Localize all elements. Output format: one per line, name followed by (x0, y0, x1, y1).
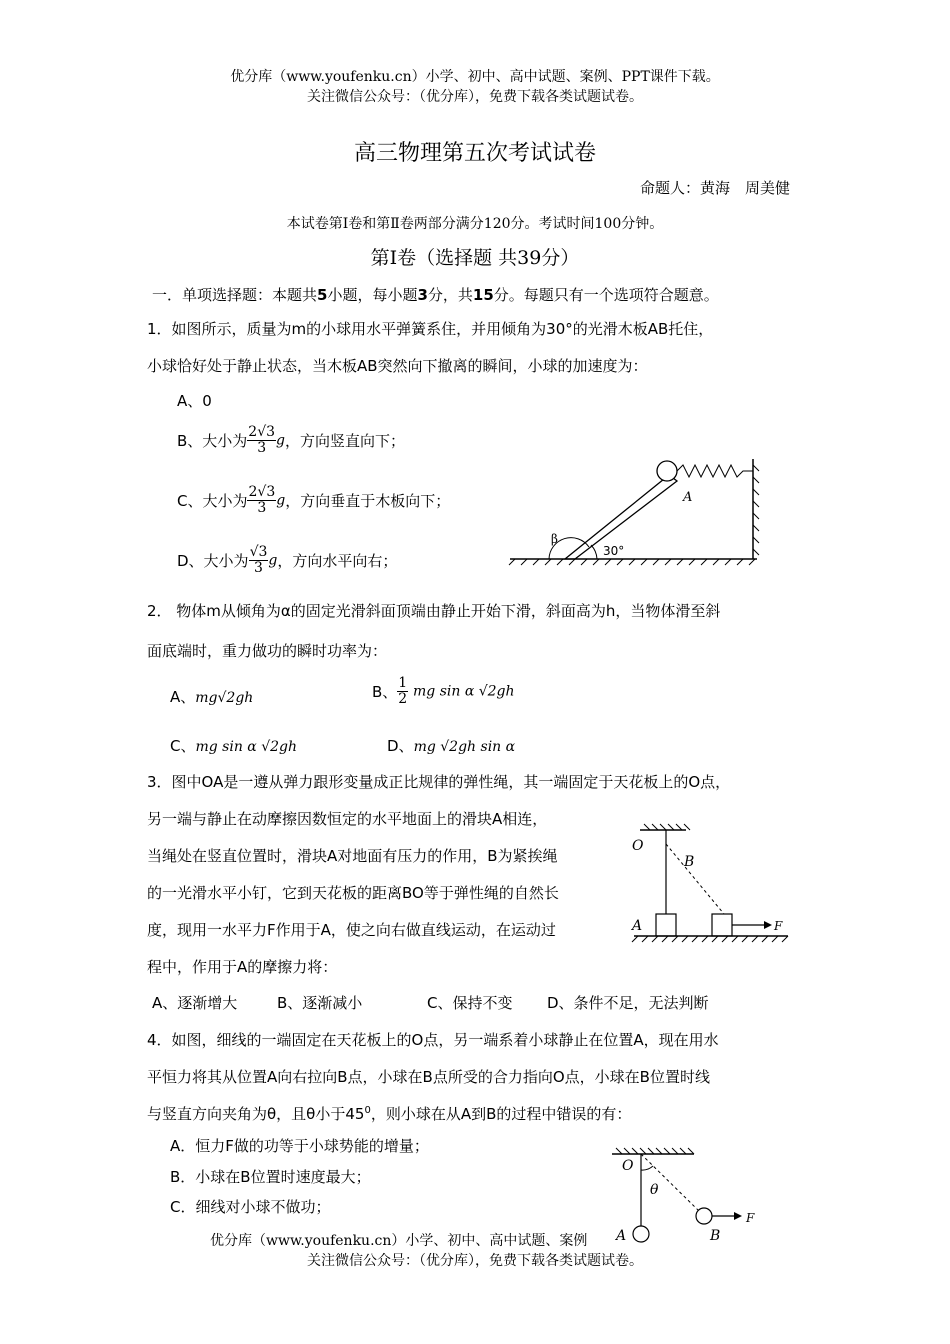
part1-title: 第Ⅰ卷（选择题 共39分） (370, 247, 580, 269)
q3-fig-label-f: F (774, 919, 783, 933)
q3-stem-line4: 的一光滑水平小钉，它到天花板的距离BO等于弹性绳的自然长 (147, 884, 559, 902)
q3-fig-label-b: B (684, 854, 695, 870)
q3-stem-line3: 当绳处在竖直位置时，滑块A对地面有压力的作用，B为紧挨绳 (147, 847, 558, 865)
q3-fig-label-a: A (632, 918, 643, 934)
q4-stem-line3: 与竖直方向夹角为θ，且θ小于$45^0$，则小球在从A到B的过程中错误的有： (147, 1105, 632, 1123)
q1-option-a: A、0 (177, 392, 212, 410)
q4-fig-label-f: F (746, 1211, 755, 1225)
q3-option-d: D、条件不足，无法判断 (547, 994, 709, 1012)
header-line-2: 关注微信公众号：（优分库），免费下载各类试题试卷。 (307, 89, 643, 105)
q3-option-a: A、逐渐增大 (152, 994, 238, 1012)
q3-stem-line5: 度，现用一水平力F作用于A，使之向右做直线运动，在运动过 (147, 921, 556, 939)
q4-stem-line2: 平恒力将其从位置A向右拉向B点，小球在B点所受的合力指向O点，小球在B位置时线 (147, 1068, 710, 1086)
q2-option-d: D、mg √2gh sin α (387, 737, 516, 755)
footer-line-2: 关注微信公众号：（优分库），免费下载各类试题试卷。 (307, 1253, 643, 1269)
q1-incline-figure (505, 455, 770, 570)
q3-stem-line1: 3．图中OA是一遵从弹力跟形变量成正比规律的弹性绳，其一端固定于天花板上的O点， (147, 773, 731, 791)
q3-fig-label-o: O (632, 838, 644, 854)
q4-option-c: C．细线对小球不做功； (170, 1198, 331, 1216)
q3-option-c: C、保持不变 (427, 994, 513, 1012)
q3-option-b: B、逐渐减小 (277, 994, 363, 1012)
footer-line-1: 优分库（www.youfenku.cn）小学、初中、高中试题、案例 (210, 1233, 588, 1249)
q1-fig-label-angle: 30° (603, 544, 625, 558)
q4-fig-label-o: O (622, 1158, 634, 1174)
q2-option-a: A、mg√2gh (170, 688, 254, 706)
header-line-1: 优分库（www.youfenku.cn）小学、初中、高中试题、案例、PPT课件下载。 (230, 69, 720, 85)
q4-fig-label-b: B (710, 1228, 721, 1244)
q1-fig-label-a: A (683, 490, 693, 505)
q3-stem-line6: 程中，作用于A的摩擦力将： (147, 958, 338, 976)
q4-fig-label-theta: θ (650, 1182, 659, 1198)
q4-pendulum-figure (612, 1146, 772, 1246)
q1-stem-line2: 小球恰好处于静止状态，当木板AB突然向下撤离的瞬间，小球的加速度为： (147, 357, 648, 375)
exam-info: 本试卷第Ⅰ卷和第Ⅱ卷两部分满分120分。考试时间100分钟。 (286, 216, 664, 232)
q1-option-c: C、大小为 $\frac{2√3}{3}$ g，方向垂直于木板向下； (177, 484, 451, 516)
page-title: 高三物理第五次考试试卷 (353, 141, 596, 166)
q1-stem-line1: 1．如图所示，质量为m的小球用水平弹簧系住，并用倾角为30°的光滑木板AB托住， (147, 320, 714, 338)
authors: 命题人：黄海 周美健 (640, 179, 791, 197)
q4-option-b: B．小球在B位置时速度最大； (170, 1168, 371, 1186)
q2-option-c: C、mg sin α √2gh (170, 737, 298, 755)
q4-fig-label-a: A (616, 1228, 627, 1244)
q1-fig-label-beta: β (551, 532, 558, 546)
q3-rope-figure (628, 824, 793, 949)
q1-option-b: B、大小为 $\frac{2√3}{3}$ g，方向竖直向下； (177, 424, 406, 456)
q3-stem-line2: 另一端与静止在动摩擦因数恒定的水平地面上的滑块A相连， (147, 810, 548, 828)
section1-instructions: 一．单项选择题：本题共5小题，每小题3分，共15分。每题只有一个选项符合题意。 (152, 286, 719, 304)
q2-stem-line2: 面底端时，重力做功的瞬时功率为： (147, 642, 388, 660)
q2-option-b: B、 $\frac{1}{2}$ mg sin α √2gh (372, 675, 515, 707)
q2-stem-line1: 2． 物体m从倾角为α的固定光滑斜面顶端由静止开始下滑，斜面高为h，当物体滑至斜 (147, 602, 721, 620)
q4-option-a: A．恒力F做的功等于小球势能的增量； (170, 1137, 429, 1155)
q1-option-d: D、大小为 $\frac{√3}{3}$ g，方向水平向右； (177, 544, 398, 576)
q4-stem-line1: 4．如图，细线的一端固定在天花板上的O点，另一端系着小球静止在位置A，现在用水 (147, 1031, 719, 1049)
